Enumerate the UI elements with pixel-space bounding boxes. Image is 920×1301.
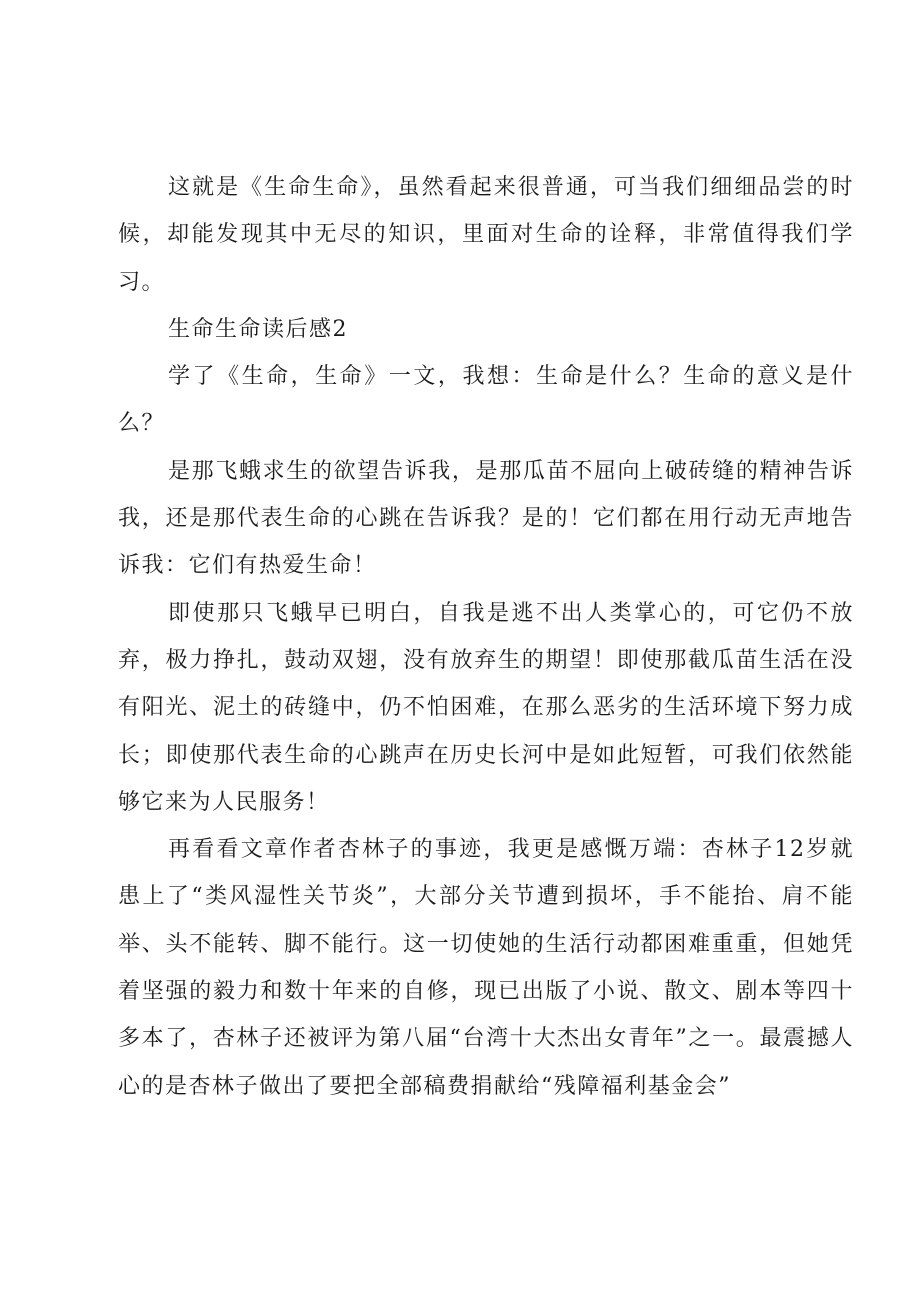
paragraph-answer: 是那飞蛾求生的欲望告诉我，是那瓜苗不屈向上破砖缝的精神告诉我，还是那代表生命的心跳在告诉我？是的！它们都在用行动无声地告诉我：它们有热爱生命！	[118, 458, 854, 579]
paragraph-question: 学了《生命，生命》一文，我想：生命是什么？生命的意义是什么？	[118, 364, 854, 437]
paragraph-examples: 即使那只飞蛾早已明白，自我是逃不出人类掌心的，可它仍不放弃，极力挣扎，鼓动双翅，没有放弃生的期望！即使那截瓜苗生活在没有阳光、泥土的砖缝中，仍不怕困难，在那么恶劣的生活环境下努力成长；即使那代表生命的心跳声在历史长河中是如此短暂，可我们依然能够它来为人民服务！	[118, 600, 854, 815]
paragraph-author-story: 再看看文章作者杏林子的事迹，我更是感慨万端：杏林子12岁就患上了“类风湿性关节炎”，大部分关节遭到损坏，手不能抬、肩不能举、头不能转、脚不能行。这一切使她的生活行动都困难重重，但她凭着坚强的毅力和数十年来的自修，现已出版了小说、散文、剧本等四十多本了，杏林子还被评为第八届“台湾十大杰出女青年”之一。最震撼人心的是杏林子做出了要把全部稿费捐献给“残障福利基金会”	[118, 837, 854, 1099]
document-body	[118, 164, 854, 1110]
section-heading: 生命生命读后感2	[168, 316, 348, 342]
paragraph-conclusion: 这就是《生命生命》，虽然看起来很普通，可当我们细细品尝的时候，却能发现其中无尽的知识，里面对生命的诠释，非常值得我们学习。	[118, 175, 854, 295]
